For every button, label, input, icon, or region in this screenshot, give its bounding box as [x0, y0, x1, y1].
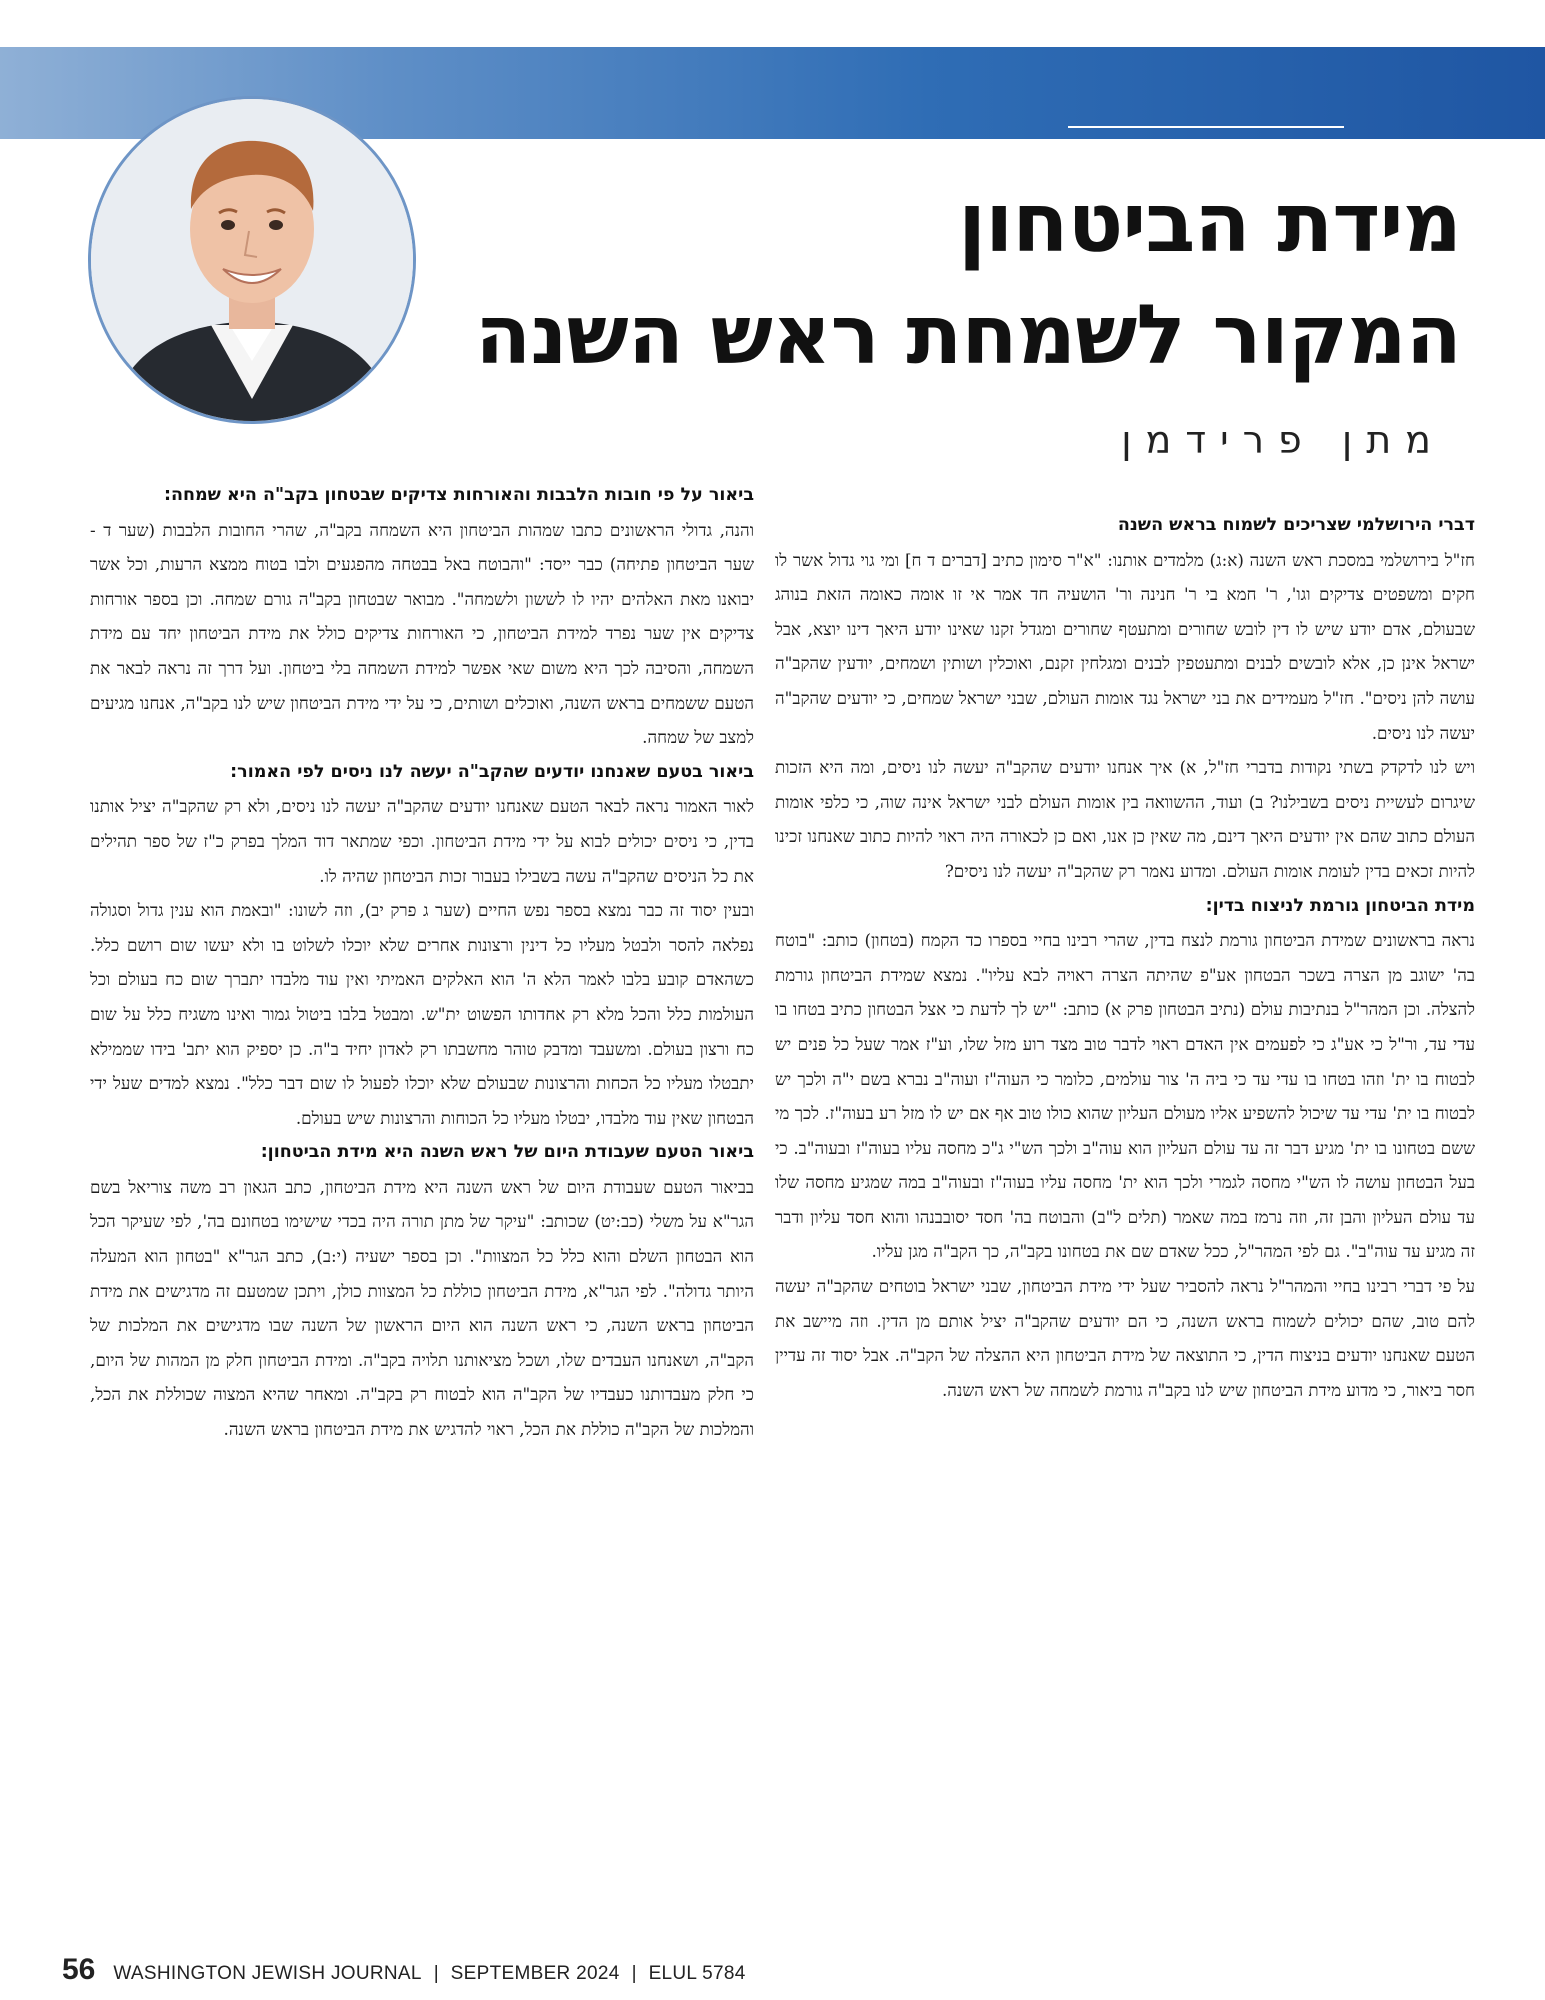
section-heading: מידת הביטחון גורמת לניצוח בדין:	[1205, 895, 1475, 916]
footer-separator: |	[433, 1963, 439, 1984]
paragraph: והנה, גדולי הראשונים כתבו שמהות הביטחון היא השמחה בקב"ה, שהרי החובות הלבבות (שער ד - שער הביטחון פתיחה) כבר ייסד: "והבוטח באל בבטחה מהפגעים ולבו בטוח ממצא הרעות, וכל אשר יבואנו מאת האלהים יהיו לו לששון ולשמחה". מבואר שבטחון בקב"ה גורם שמחה. וכן בספר אורחות צדיקים אין שער נפרד למידת הביטחון, כי האורחות צדיקים כולל את מידת הביטחון יחד עם מידת השמחה, והסיבה לכך היא משום שאי אפשר למידת השמחה בלי ביטחון. ועל דרך זה נראה לבאר את הטעם ששמחים בראש השנה, ואוכלים ושותים, כי על ידי מידת הביטחון שיש לנו בקב"ה, אנחנו מגיעים למצב של שמחה.	[90, 519, 754, 748]
title-line-1: מידת הביטחון	[957, 176, 1461, 271]
issue-date: SEPTEMBER 2024	[450, 1963, 620, 1984]
banner-rule-short	[1024, 148, 1136, 150]
hebrew-date: ELUL 5784	[648, 1963, 746, 1984]
publication-name: WASHINGTON JEWISH JOURNAL	[113, 1963, 422, 1984]
author-byline: מתן פרידמן	[1121, 418, 1445, 462]
paragraph: לאור האמור נראה לבאר הטעם שאנחנו יודעים שהקב"ה יעשה לנו ניסים, ולא רק שהקב"ה יציל אותנו בדין, כי ניסים יכולים לבוא על ידי מידת הביטחון. וכפי שמתאר דוד המלך בפרק כ"ז של ספר תהילים את כל הניסים שהקב"ה עשה בשבילו בעבור זכות הביטחון שהיה לו.	[90, 796, 754, 886]
title-line-2: המקור לשמחת ראש השנה	[475, 288, 1461, 383]
paragraph: נראה בראשונים שמידת הביטחון גורמת לנצח בדין, שהרי רבינו בחיי בספרו כד הקמח (בטחון) כותב: "בוטח בה' ישוגב מן הצרה בשכר הבטחון אע"פ שהיתה הצרה ראויה לבא עליו". נמצא שמידת הביטחון גורמת להצלה. וכן המהר"ל בנתיבות עולם (נתיב הבטחון פרק א) כותב: "יש לך לדעת כי אצל הבטחון כתיב בטחו בו עדי עד, ור"ל כי אע"ג כי לפעמים אין האדם ראוי לדבר טוב מצד רוע מזל שלו, וע"ז אמר שעל כל פנים יש לבטוח בו ית' וזהו בטחו בו עדי עד כי ביה ה' צור עולמים, כלומר כי העוה"ז ועוה"ב נברא בשם י"ה ולכך יש לבטוח בו ית' עדי עד שיכול להשפיע אליו מעולם העליון שהוא כולו טוב אף אם יש לו מזל רע בעוה"ז. לכך מי ששם בטחונו בו ית' מגיע דבר זה עד עולם העליון הוא עוה"ב ולכך הש"י ג"כ מחסה עליו בעוה"ז ובעוה"ב. כי בעל הבטחון עושה לו הש"י מחסה לגמרי ולכך הוא ית' מחסה עליו בעוה"ז ובעוה"ב במה שמגיע מחסה שלו עד עולם העליון והבן זה, וזה נרמז במה שאמר (תלים ל"ב) והבוטח בה' חסד יסובבנהו והוא חסד עליון ודבר זה מגיע עד עוה"ב". גם לפי המהר"ל, ככל שאדם שם את בטחונו בקב"ה, כך הקב"ה מגן עליו.	[775, 930, 1475, 1262]
author-photo	[88, 96, 416, 424]
paragraph: חז"ל בירושלמי במסכת ראש השנה (א:ג) מלמדים אותנו: "א"ר סימון כתיב [דברים ד ח] ומי גוי גדול אשר לו חקים ומשפטים צדיקים וגו', ר' חמא בי ר' חנינה ור' הושעיה חד אמר אי זו אומה כאומה הזאת בנוהג שבעולם, אדם יודע שיש לו דין לובש שחורים ומתעטף שחורים ומגדל זקנו שאינו יודע היאך דינו יוצא, אבל ישראל אינן כן, אלא לובשים לבנים ומתעטפין לבנים ומגלחין זקנם, ואוכלין ושותין ושמחים, יודעין שהקב"ה עושה להן ניסים". חז"ל מעמידים את בני ישראל נגד אומות העולם, שבני ישראל שמחים, כי יודעים שהקב"ה יעשה לנו ניסים.	[775, 549, 1475, 743]
paragraph: ובעין יסוד זה כבר נמצא בספר נפש החיים (שער ג פרק יב), וזה לשונו: "ובאמת הוא ענין גדול וסגולה נפלאה להסר ולבטל מעליו כל דינין ורצונות אחרים שלא יוכלו לשלוט בו ולא יעשו שום רושם כלל. כשהאדם קובע בלבו לאמר הלא ה' הוא האלקים האמיתי ואין עוד מלבדו יתברך שום כח בעולם וכל העולמות כלל והכל מלא רק אחדותו הפשוט ית"ש. ומבטל בלבו ביטול גמור ואינו משגיח כלל על שום כח ורצון בעולם. ומשעבד ומדבק טוהר מחשבתו רק לאדון יחיד ב"ה. כן יספיק הוא יתב' בידו שממילא יתבטלו מעליו כל הכחות והרצונות שבעולם שלא יוכלו לפעול לו שום דבר כלל". נמצא למדים שעל ידי הבטחון שאין עוד מלבדו, יבטלו מעליו כל הכוחות והרצונות שיש בעולם.	[90, 900, 754, 1128]
page-number: 56	[62, 1953, 96, 1986]
section-heading: דברי הירושלמי שצריכים לשמוח בראש השנה	[1117, 515, 1475, 535]
section-heading: ביאור הטעם שעבודת היום של ראש השנה היא מידת הביטחון:	[260, 1142, 754, 1163]
article-title	[461, 168, 1461, 392]
section-heading: ביאור על פי חובות הלבבות והאורחות צדיקים שבטחון בקב"ה היא שמחה:	[163, 485, 754, 505]
banner-rule-long	[1068, 126, 1344, 128]
footer-separator: |	[631, 1963, 637, 1984]
article-column-right	[775, 508, 1475, 1407]
paragraph: על פי דברי רבינו בחיי והמהר"ל נראה להסביר שעל ידי מידת הביטחון, שבני ישראל בוטחים שהקב"ה יעשה להם טוב, שהם יכולים לשמוח בראש השנה, כי הם יודעים שהקב"ה יציל אותם מן הדין. וזה מיישב את הטעם שאנחנו יודעים בניצוח הדין, כי התוצאה של מידת הביטחון היא ההצלה של הקב"ה. אבל יסוד זה עדיין חסר ביאור, כי מדוע מידת הביטחון שיש לנו בקב"ה גורמת לשמחה של ראש השנה.	[775, 1276, 1475, 1400]
page-footer	[62, 1953, 746, 1993]
article-column-left	[90, 478, 754, 1447]
section-heading: ביאור בטעם שאנחנו יודעים שהקב"ה יעשה לנו ניסים לפי האמור:	[230, 761, 754, 782]
paragraph: ויש לנו לדקדק בשתי נקודות בדברי חז"ל, א) איך אנחנו יודעים שהקב"ה יעשה לנו ניסים, ומה היא הזכות שיגרום לעשיית ניסים בשבילנו? ב) ועוד, ההשוואה בין אומות העולם לבני ישראל אינה שוה, כי כלפי אומות העולם כתוב שהם אין יודעים היאך דינם, מה שאין כן אנו, ואם כן לכאורה היה ראוי להיות כתוב שאנחנו זכינו להיות זכאים בדין לעומת אומות העולם. ומדוע נאמר רק שהקב"ה יעשה לנו ניסים?	[775, 757, 1475, 881]
paragraph: בביאור הטעם שעבודת היום של ראש השנה היא מידת הביטחון, כתב הגאון רב משה צוריאל בשם הגר"א על משלי (כב:יט) שכותב: "עיקר של מתן תורה היה בכדי שישימו בטחונם בה', לפי שעיקר הכל הוא הבטחון השלם והוא כלל כל המצוות". וכן בספר ישעיה (י:ב), כתב הגר"א "בטחון הוא המעלה היותר גדולה". לפי הגר"א, מידת הביטחון כוללת כל המצוות כולן, ויתכן שמטעם זה מדגישים את מידת הביטחון בראש השנה, כי ראש השנה הוא היום הראשון של השנה שבו מדגישים את המלכות של הקב"ה, ושאנחנו העבדים שלו, ושכל מציאותנו תלויה בקב"ה. ומידת הביטחון חלק מן המהות של היום, כי חלק מעבדותנו כעבדיו של הקב"ה הוא לבטוח רק בקב"ה. ומאחר שהיא המצוה שכוללת את הכל, והמלכות של הקב"ה כוללת את הכל, ראוי להדגיש את מידת הביטחון בראש השנה.	[90, 1176, 754, 1440]
